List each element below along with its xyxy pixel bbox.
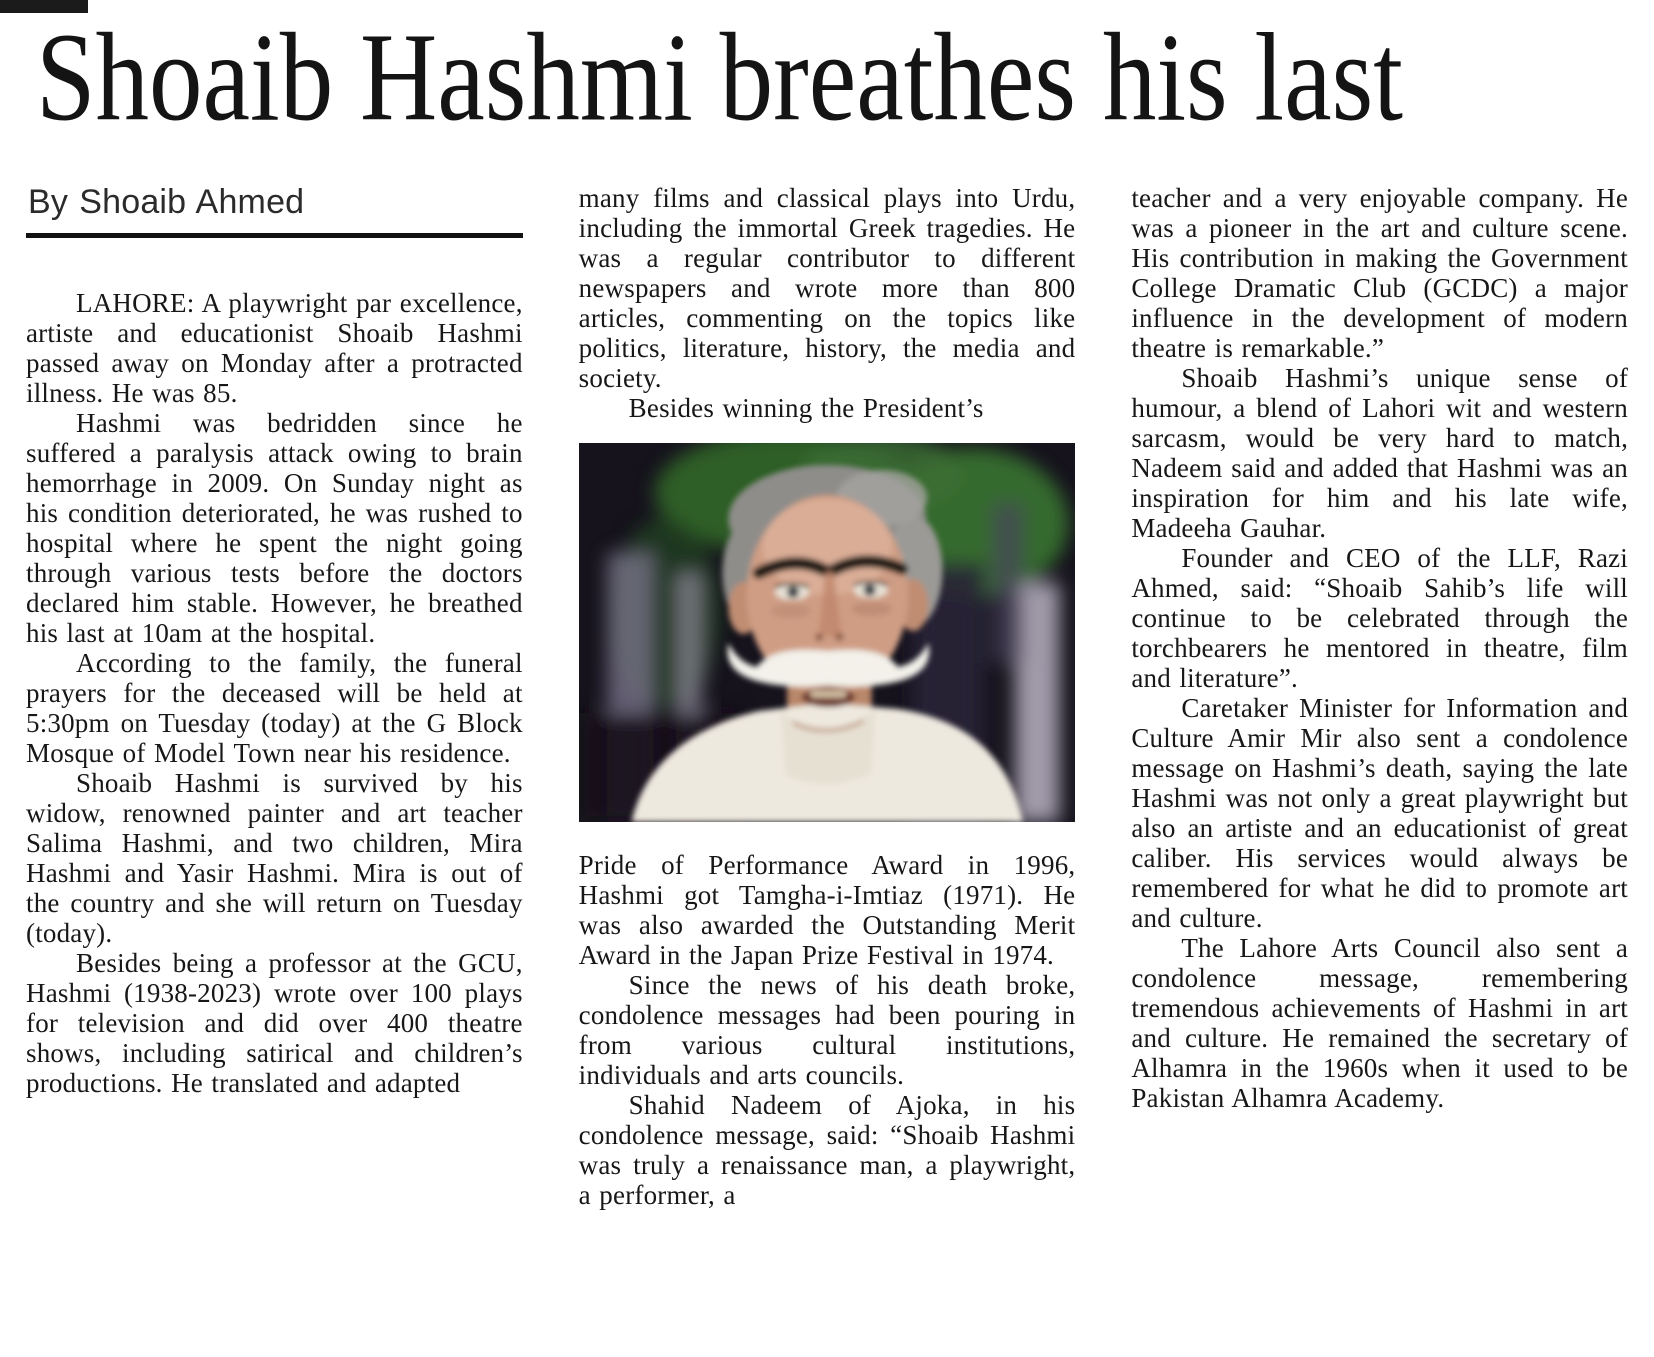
paragraph: According to the family, the funeral prayers for the deceased will be held at 5:30pm on Tuesday (today) at the G Block Mosque of Model Town near his residence. (26, 648, 523, 769)
paragraph: Besides being a professor at the GCU, Hashmi (1938-2023) wrote over 100 plays for television and did over 400 theatre shows, including satirical and children’s productions. He translated and adapted (26, 948, 523, 1099)
paragraph: Shoaib Hashmi’s unique sense of humour, a blend of Lahori wit and western sarcasm, would be very hard to match, Nadeem said and added that Hashmi was an inspiration for him and his late wife, Madeeha Gauhar. (1131, 363, 1629, 544)
paragraph: Pride of Performance Award in 1996, Hashmi got Tamgha-i-Imtiaz (1971). He was also awarded the Outstanding Merit Award in the Japan Prize Festival in 1974. (578, 850, 1076, 971)
paragraph: Shoaib Hashmi is survived by his widow, renowned painter and art teacher Salima Hashmi, and two children, Mira Hashmi and Yasir Hashmi. Mira is out of the country and she will return on Tuesday (today). (26, 768, 523, 949)
paragraph: Caretaker Minister for Information and Culture Amir Mir also sent a condolence message on Hashmi’s death, saying the late Hashmi was not only a great playwright but also an artiste and an educationist of great caliber. His services would always be remembered for what he did to promote art and culture. (1131, 693, 1629, 934)
headline: Shoaib Hashmi breathes his last (36, 8, 1404, 148)
paragraph: The Lahore Arts Council also sent a condolence message, remembering tremendous achievements of Hashmi in art and culture. He remained the secretary of Alhamra in the 1960s when it used to be Pakistan Alhamra Academy. (1131, 933, 1629, 1114)
paragraph: Shahid Nadeem of Ajoka, in his condolence message, said: “Shoaib Hashmi was truly a renaissance man, a playwright, a performer, a (578, 1090, 1076, 1211)
paragraph: Besides winning the President’s (628, 393, 984, 424)
hashmi-photo (579, 443, 1076, 822)
paragraph: Founder and CEO of the LLF, Razi Ahmed, said: “Shoaib Sahib’s life will continue to be celebrated through the torchbearers he mentored in theatre, film and literature”. (1131, 543, 1629, 694)
article-column-3 (1131, 183, 1628, 1210)
byline: By Shoaib Ahmed (28, 183, 305, 222)
article-column-2 (579, 183, 1076, 1210)
paragraph: Hashmi was bedridden since he suffered a paralysis attack owing to brain hemorrhage in 2009. On Sunday night as his condition deteriorated, he was rushed to hospital where he spent the night going through various tests before the doctors declared him stable. However, he breathed his last at 10am at the hospital. (26, 408, 523, 649)
paragraph: Since the news of his death broke, condolence messages had been pouring in from various cultural institutions, individuals and arts councils. (578, 970, 1076, 1091)
paragraph: many films and classical plays into Urdu, including the immortal Greek tragedies. He was a regular contributor to different newspapers and wrote more than 800 articles, commenting on the topics like politics, literature, history, the media and society. (578, 183, 1076, 394)
article-body (0, 183, 1654, 1210)
paragraph: teacher and a very enjoyable company. He was a pioneer in the art and culture scene. His contribution in making the Government College Dramatic Club (GCDC) a major influence in the development of modern theatre is remarkable.” (1131, 183, 1629, 364)
paragraph: LAHORE: A playwright par excellence, artiste and educationist Shoaib Hashmi passed away on Monday after a protracted illness. He was 85. (26, 288, 523, 409)
article-column-1 (26, 183, 523, 1210)
hashmi-portrait-illustration (579, 443, 1076, 822)
byline-rule (26, 233, 523, 238)
